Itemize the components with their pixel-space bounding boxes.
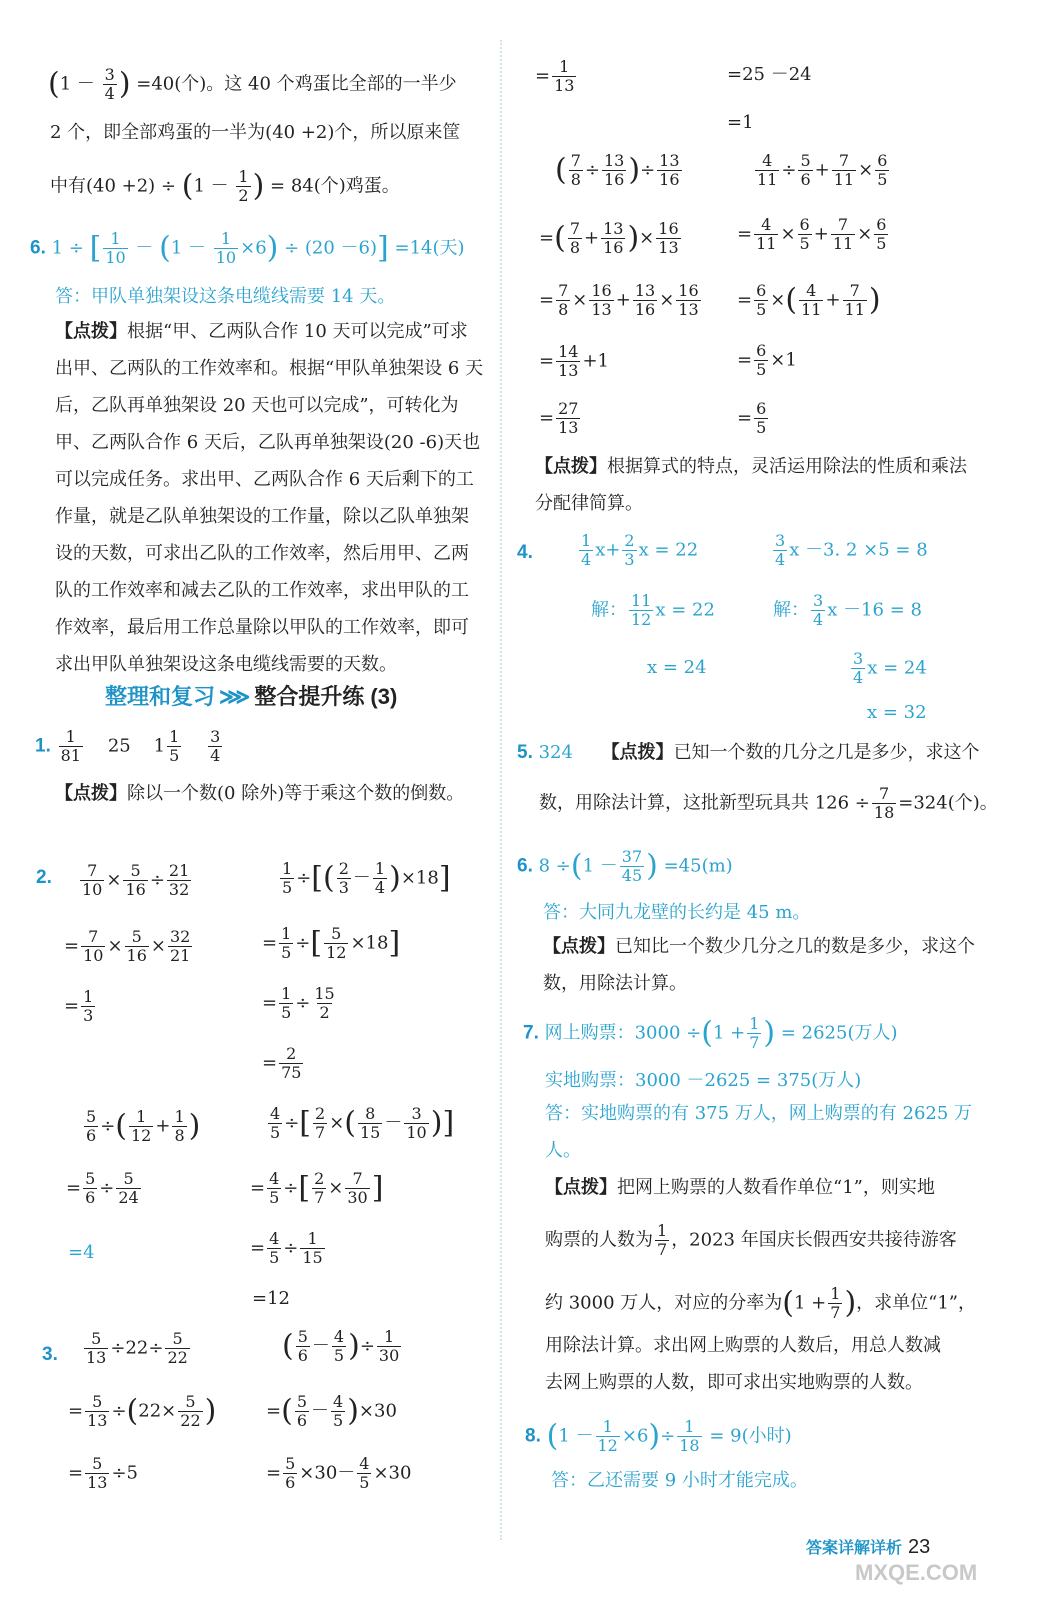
r-a-step1: ( $\frac{7}{8}$ ÷ $\frac{13}{16}$ )÷ $\frac{13}{16}$ bbox=[555, 151, 680, 189]
q7-answer: 答：实地购票的有 375 万人，网上购票的有 2625 万人。 bbox=[545, 1103, 973, 1161]
q4-eq2: $\frac{3}{4}$ x －3. 2 ×5 = 8 bbox=[775, 531, 928, 569]
q7-line1: 7. 网上购票：3000 ÷(1 + $\frac{1}{7}$ ) = 2625(万人) bbox=[523, 1014, 898, 1052]
q3b-step3: = $\frac{5}{6}$ ×30－ $\frac{4}{5}$ ×30 bbox=[266, 1454, 412, 1492]
q4-label: 4. bbox=[517, 542, 533, 563]
q7-tip-l1: 【点拨】把网上购票的人数看作单位“1”，则实地 bbox=[545, 1177, 935, 1198]
q2d-step3: = $\frac{4}{5}$ ÷ $\frac{1}{15}$ bbox=[250, 1229, 323, 1267]
section-title: 整理和复习 ⋙ 整合提升练 (3) bbox=[105, 684, 398, 709]
q2b-step2: = $\frac{1}{5}$ ÷[ $\frac{5}{12}$ ×18] bbox=[262, 924, 401, 962]
r-a-step3: = $\frac{7}{8}$ × $\frac{16}{13}$ + $\frac{13}{16}$ × $\frac{16}{13}$ bbox=[539, 281, 699, 319]
q2d-result: =12 bbox=[252, 1288, 290, 1309]
q2a-step1: $\frac{7}{10}$ × $\frac{5}{16}$ ÷ $\frac{21}{32}$ bbox=[82, 861, 190, 899]
q6r-expression: 6. 8 ÷(1 － $\frac{37}{45}$ ) =45(m) bbox=[517, 847, 733, 885]
q5-line2: 数，用除法计算，这批新型玩具共 126 ÷ $\frac{7}{18}$ =324(个)。 bbox=[539, 784, 998, 822]
q7-tip-l2: 购票的人数为 $\frac{1}{7}$ ，2023 年国庆长假西安共接待游客 bbox=[545, 1221, 957, 1259]
q3a-step3: = $\frac{5}{13}$ ÷5 bbox=[68, 1454, 138, 1492]
r-a-step4: = $\frac{14}{13}$ +1 bbox=[539, 342, 609, 380]
q4-eq1-result: x = 24 bbox=[647, 657, 707, 678]
q3b-step2: =( $\frac{5}{6}$ － $\frac{4}{5}$ )×30 bbox=[266, 1392, 397, 1430]
q6-expression: 6. 1 ÷ [ $\frac{1}{10}$ － (1 － $\frac{1}{10}$ ×6) ÷ (20 －6)] =14(天) bbox=[30, 229, 465, 267]
r-b-step1: $\frac{4}{11}$ ÷ $\frac{5}{6}$ + $\frac{7}{11}$ × $\frac{6}{5}$ bbox=[757, 151, 888, 189]
q2b-step4: = $\frac{2}{75}$ bbox=[262, 1044, 302, 1082]
r-tip1: 【点拨】根据算式的特点，灵活运用除法的性质和乘法分配律简算。 bbox=[535, 456, 967, 514]
q1-answers: 1. $\frac{1}{81}$ 25 1 $\frac{1}{5}$ $\frac{3}{4}$ bbox=[35, 727, 221, 765]
q2-label: 2. bbox=[36, 867, 52, 888]
q6r-answer: 答：大同九龙壁的长约是 45 m。 bbox=[543, 902, 811, 923]
q7-line2: 实地购票：3000 －2625 = 375(万人) bbox=[545, 1070, 862, 1091]
p5-line2: 2 个，即全部鸡蛋的一半为(40 +2)个，所以原来筐 bbox=[50, 122, 461, 143]
q2a-step3: = $\frac{1}{3}$ bbox=[64, 987, 94, 1025]
q3b-step1: ( $\frac{5}{6}$ － $\frac{4}{5}$ )÷ $\frac{1}{30}$ bbox=[282, 1327, 400, 1365]
footer-brand: 答案详解详析 bbox=[806, 1540, 903, 1557]
r-a-step5: = $\frac{27}{13}$ bbox=[539, 399, 579, 437]
q4-eq2-step: 解： $\frac{3}{4}$ x －16 = 8 bbox=[773, 591, 922, 629]
r-b-step5: = $\frac{6}{5}$ bbox=[737, 399, 767, 437]
r-top-right-1: =25 －24 bbox=[727, 64, 812, 85]
q6r-tip: 【点拨】已知比一个数少几分之几的数是多少，求这个数，用除法计算。 bbox=[543, 936, 975, 994]
q3-label: 3. bbox=[42, 1344, 58, 1365]
page-footer bbox=[806, 1535, 930, 1559]
q2c-step2: = $\frac{5}{6}$ ÷ $\frac{5}{24}$ bbox=[66, 1169, 139, 1207]
q7-tip-l4: 用除法计算。求出网上购票的人数后，用总人数减 bbox=[545, 1335, 941, 1356]
column-divider bbox=[500, 40, 502, 1540]
p5-line1: (1 － $\frac{3}{4}$ ) =40(个)。这 40 个鸡蛋比全部的一半少 bbox=[48, 65, 457, 103]
q2c-result: =4 bbox=[68, 1242, 95, 1263]
q2a-step2: = $\frac{7}{10}$ × $\frac{5}{16}$ × $\frac{32}{21}$ bbox=[64, 927, 191, 965]
r-top-left: = $\frac{1}{13}$ bbox=[535, 57, 575, 95]
q2c-step1: $\frac{5}{6}$ ÷( $\frac{1}{12}$ + $\frac{1}{8}$ ) bbox=[86, 1107, 201, 1145]
q2d-step1: $\frac{4}{5}$ ÷[ $\frac{2}{7}$ ×( $\frac{8}{15}$ － $\frac{3}{10}$ )] bbox=[270, 1104, 455, 1142]
r-b-step3: = $\frac{6}{5}$ ×( $\frac{4}{11}$ + $\frac{7}{11}$ ) bbox=[737, 281, 881, 319]
q2d-step2: = $\frac{4}{5}$ ÷[ $\frac{2}{7}$ × $\frac{7}{30}$ ] bbox=[250, 1169, 384, 1207]
r-b-step2: = $\frac{4}{11}$ × $\frac{6}{5}$ + $\frac{7}{11}$ × $\frac{6}{5}$ bbox=[737, 215, 887, 253]
q4-eq2-result: x = 32 bbox=[867, 702, 927, 723]
q4-eq1: $\frac{1}{4}$ x+ $\frac{2}{3}$ x = 22 bbox=[581, 531, 699, 569]
q4-eq2-step2: $\frac{3}{4}$ x = 24 bbox=[853, 649, 927, 687]
q6-answer: 答：甲队单独架设这条电缆线需要 14 天。 bbox=[55, 286, 396, 307]
q1-tip: 【点拨】除以一个数(0 除外)等于乘这个数的倒数。 bbox=[55, 783, 465, 804]
p5-line3: 中有(40 +2) ÷ (1 － $\frac{1}{2}$ ) = 84(个)鸡蛋。 bbox=[50, 167, 400, 205]
q7-tip-l5: 去网上购票的人数，即可求出实地购票的人数。 bbox=[545, 1372, 923, 1393]
page-number: 23 bbox=[908, 1536, 931, 1558]
q7-tip-l3: 约 3000 万人，对应的分率为(1 + $\frac{1}{7}$ )，求单位“1”， bbox=[545, 1284, 977, 1322]
q3a-step2: = $\frac{5}{13}$ ÷(22× $\frac{5}{22}$ ) bbox=[68, 1392, 217, 1430]
r-a-step2: =( $\frac{7}{8}$ + $\frac{13}{16}$ )× $\frac{16}{13}$ bbox=[539, 219, 679, 257]
q8-answer: 答：乙还需要 9 小时才能完成。 bbox=[551, 1470, 808, 1491]
r-b-step4: = $\frac{6}{5}$ ×1 bbox=[737, 341, 797, 379]
q6-tip: 【点拨】根据“甲、乙两队合作 10 天可以完成”可求出甲、乙两队的工作效率和。根据“甲队单独架设 6 天后，乙队再单独架设 20 天也可以完成”，可转化为甲、乙两队合作 6 天后，乙队再单独架设(20 -6)天也可以完成任务。求出甲、乙两队合作 6 天后剩下的工作量，就是乙队单独架设的工作量，除以乙队单独架设的天数，可求出乙队的工作效率，然后用甲、乙两队的工作效率和减去乙队的工作效率，求出甲队的工作效率，最后用工作总量除以甲队的工作效率，即可求出甲队单独架设这条电缆线需要的天数。 bbox=[55, 321, 484, 675]
q3a-step1: $\frac{5}{13}$ ÷22÷ $\frac{5}{22}$ bbox=[86, 1329, 188, 1367]
r-top-right-2: =1 bbox=[727, 112, 754, 133]
q8-expression: 8. (1 － $\frac{1}{12}$ ×6)÷ $\frac{1}{18}$ = 9(小时) bbox=[525, 1417, 792, 1455]
q2b-step1: $\frac{1}{5}$ ÷[( $\frac{2}{3}$ － $\frac{1}{4}$ )×18] bbox=[282, 859, 451, 897]
q2b-step3: = $\frac{1}{5}$ ÷ $\frac{15}{2}$ bbox=[262, 984, 335, 1022]
q5-line1: 5. 324 【点拨】已知一个数的几分之几是多少，求这个 bbox=[517, 742, 980, 763]
q4-eq1-step: 解： $\frac{11}{12}$ x = 22 bbox=[591, 591, 715, 629]
watermark: MXQE.COM bbox=[855, 1560, 978, 1585]
